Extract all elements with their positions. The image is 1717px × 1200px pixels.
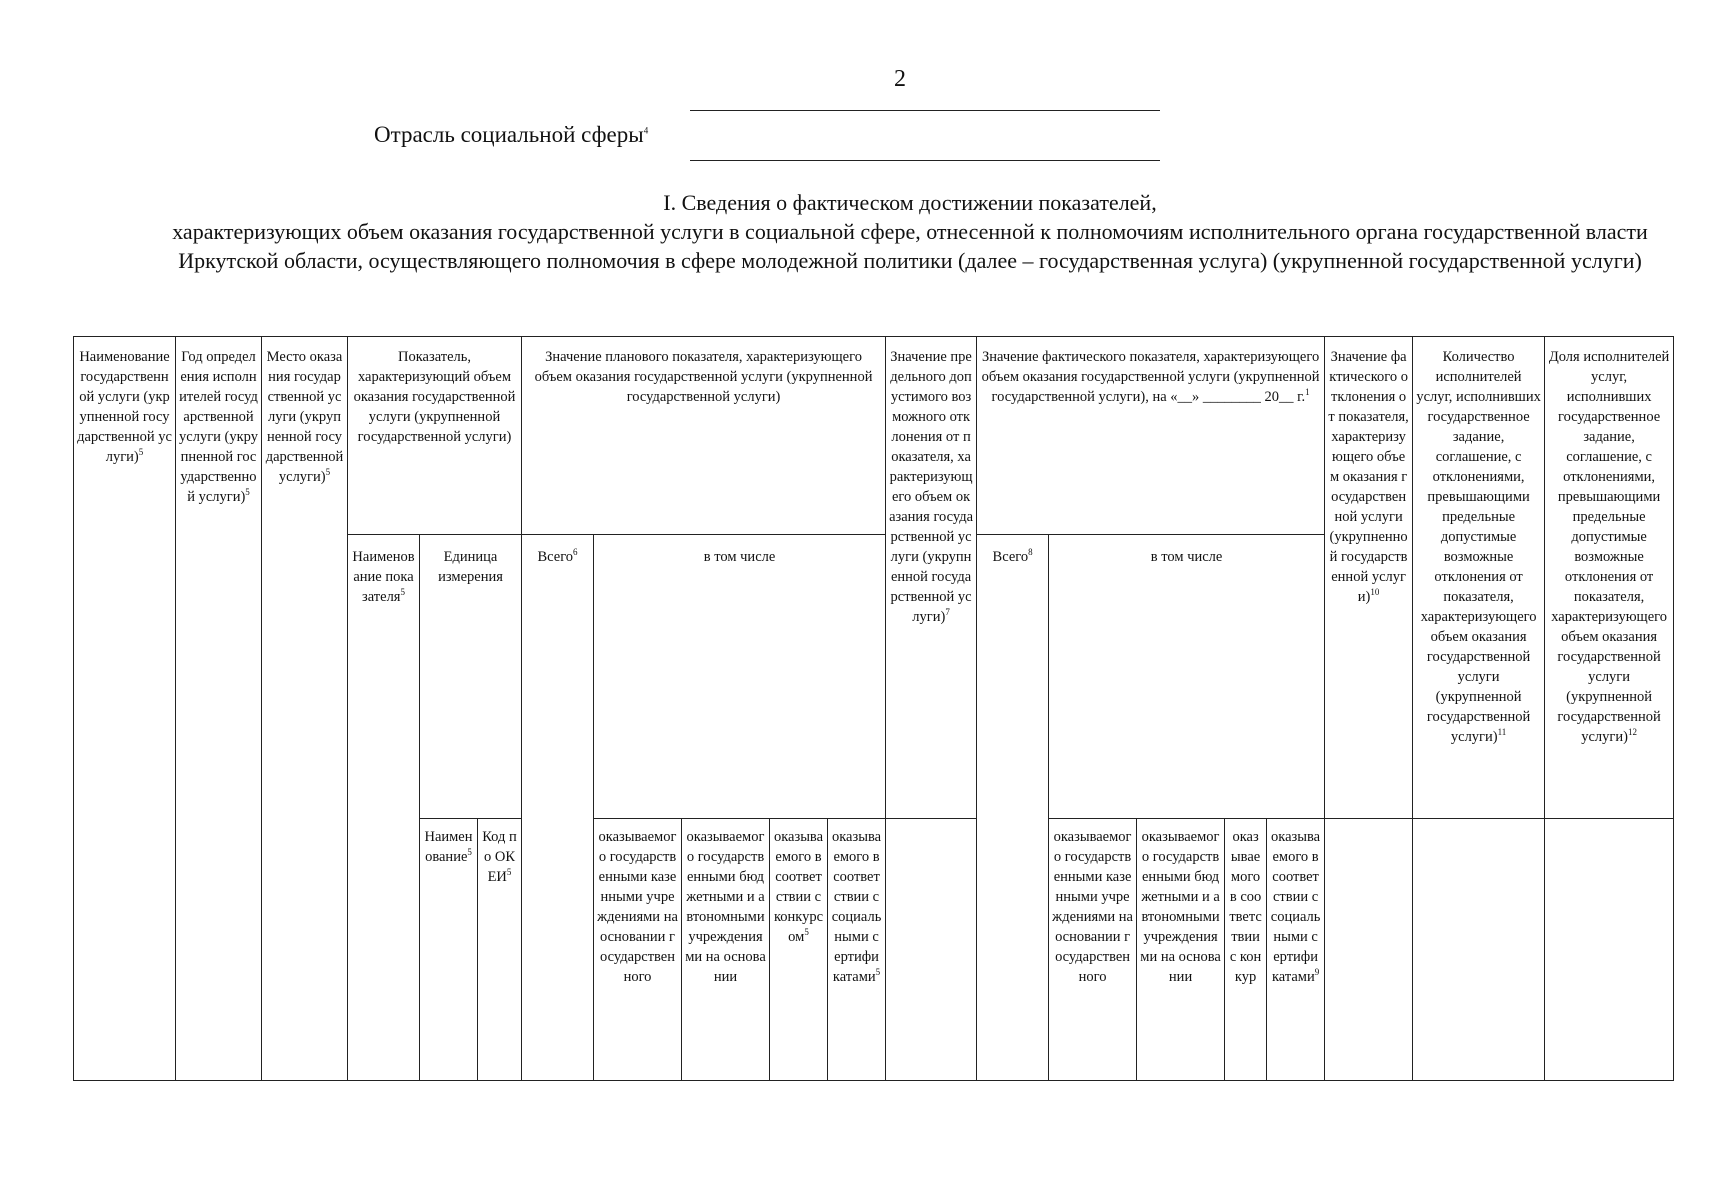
header-act-col3: оказываемого в соответствии с конкур	[1225, 819, 1267, 1081]
header-unit-code: Код по ОКЕИ$^5$	[478, 819, 522, 1081]
page-number-underline	[690, 110, 1160, 111]
header-act-col2: оказываемого государственными бюджетными и автономными учреждениями на основании	[1137, 819, 1225, 1081]
header-plan-col2: оказываемого государственными бюджетными и автономными учреждениями на основании	[682, 819, 770, 1081]
header-actual: Значение фактического показателя, характеризующего объем оказания государственной услуги (укрупненной государственной услуги), на «__» ________ 20__ г.$^1$	[977, 337, 1325, 535]
header-max-deviation-value	[886, 819, 977, 1081]
header-act-col1: оказываемого государственными казенными учреждениями на основании государственного	[1049, 819, 1137, 1081]
header-actual-deviation-value	[1325, 819, 1413, 1081]
header-indicator-name: Наименование показателя$^5$	[348, 535, 420, 1081]
header-service-name: Наименование государственной услуги (укрупненной государственной услуги)$^5$	[74, 337, 176, 1081]
header-actual-including: в том числе	[1049, 535, 1325, 819]
header-actual-total: Всего$^8$	[977, 535, 1049, 1081]
header-place: Место оказания государственной услуги (укрупненной государственной услуги)$^5$	[262, 337, 348, 1081]
header-plan-col1: оказываемого государственными казенными учреждениями на основании государственного	[594, 819, 682, 1081]
header-plan-col4: оказываемого в соответствии с социальными сертификатами$^5$	[828, 819, 886, 1081]
header-max-deviation: Значение предельного допустимого возможного отклонения от показателя, характеризующего объем оказания государственной услуги (укрупненной государственной услуги)$^7$	[886, 337, 977, 819]
page-number: 2	[894, 66, 906, 92]
section-heading-line1: I. Сведения о фактическом достижении показателей,	[663, 190, 1157, 215]
header-year: Год определения исполнителей государственной услуги (укрупненной государственной услуги)$^5$	[176, 337, 262, 1081]
header-indicator: Показатель, характеризующий объем оказания государственной услуги (укрупненной государственной услуги)	[348, 337, 522, 535]
industry-field-footnote: 4	[643, 125, 649, 136]
header-plan-total: Всего$^6$	[522, 535, 594, 1081]
section-heading	[130, 188, 1690, 275]
header-plan-including: в том числе	[594, 535, 886, 819]
header-count-executors-value	[1413, 819, 1545, 1081]
header-planned: Значение планового показателя, характеризующего объем оказания государственной услуги (укрупненной государственной услуги)	[522, 337, 886, 535]
header-unit: Единица измерения	[420, 535, 522, 819]
header-share-executors: Доля исполнителей услуг, исполнивших государственное задание, соглашение, с отклонениями, превышающими предельные допустимые возможные отклонения от показателя, характеризующего объем оказания государственной услуги (укрупненной государственной услуги)$^{12}$	[1545, 337, 1674, 819]
header-unit-name: Наименование$^5$	[420, 819, 478, 1081]
header-actual-deviation: Значение фактического отклонения от показателя, характеризующего объем оказания государственной услуги (укрупненной государственной услуги)$^{10}$	[1325, 337, 1413, 819]
report-table	[73, 336, 1674, 1081]
industry-field-line[interactable]	[690, 160, 1160, 161]
header-act-col4: оказываемого в соответствии с социальными сертификатами$^9$	[1267, 819, 1325, 1081]
industry-field-label	[374, 122, 648, 148]
header-plan-col3: оказываемого в соответствии с конкурсом$^5$	[770, 819, 828, 1081]
section-heading-body: характеризующих объем оказания государственной услуги в социальной сфере, отнесенной к полномочиям исполнительного органа государственной власти Иркутской области, осуществляющего полномочия в сфере молодежной политики (далее – государственная услуга) (укрупненной государственной услуги)	[172, 219, 1648, 273]
header-share-executors-value	[1545, 819, 1674, 1081]
industry-field-label-text: Отрасль социальной сферы	[374, 122, 644, 147]
header-count-executors: Количество исполнителей услуг, исполнивших государственное задание, соглашение, с отклонениями, превышающими предельные допустимые возможные отклонения от показателя, характеризующего объем оказания государственной услуги (укрупненной государственной услуги)$^{11}$	[1413, 337, 1545, 819]
